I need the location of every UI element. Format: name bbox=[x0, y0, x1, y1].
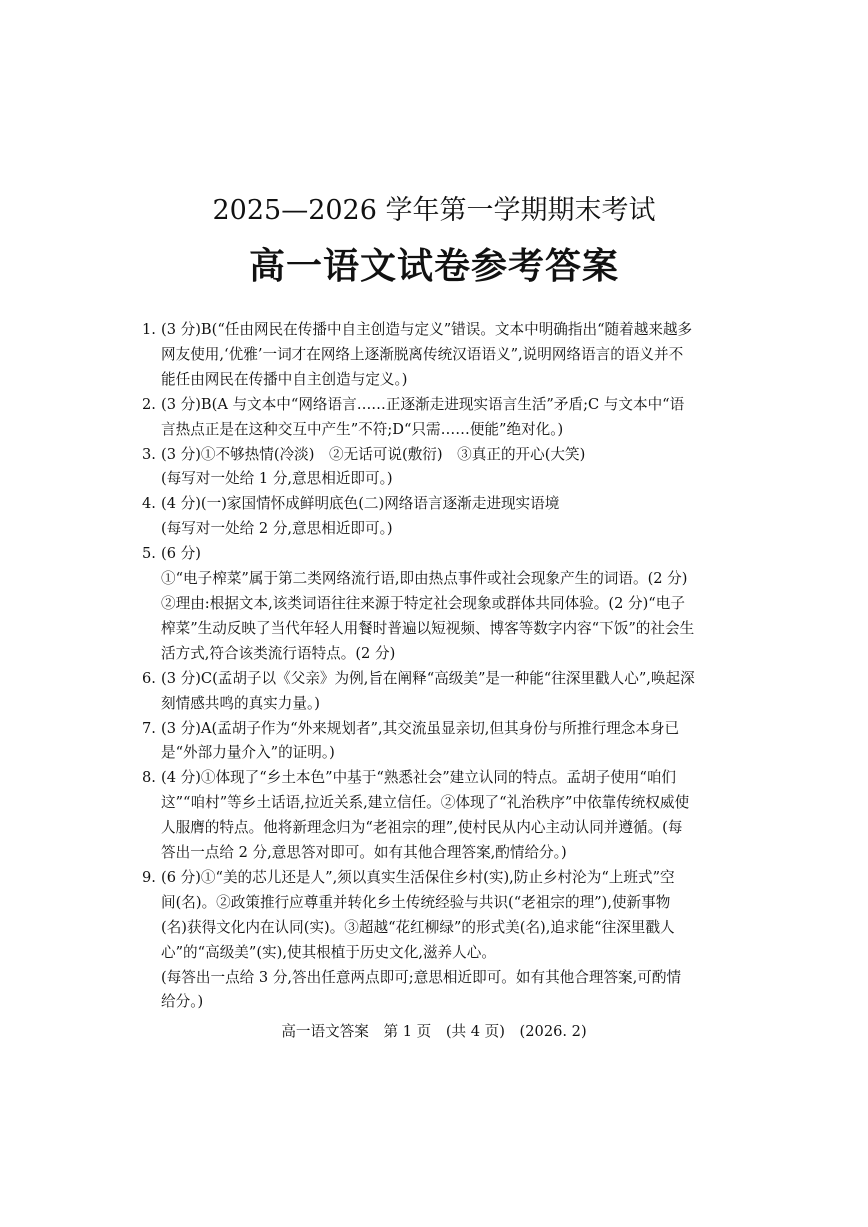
answer-number: 6. bbox=[142, 669, 156, 687]
answer-line: 言热点正是在这种交互中产生”不符;D“只需……便能”绝对化。) bbox=[161, 420, 564, 438]
answer-list bbox=[142, 318, 728, 1015]
answer-line: ②理由:根据文本,该类词语往往来源于特定社会现象或群体共同体验。(2 分)“电子 bbox=[161, 594, 685, 612]
answer-line: 刻情感共鸣的真实力量。) bbox=[161, 694, 320, 712]
answer-line: 人服膺的特点。他将新理念归为“老祖宗的理”,使村民从内心主动认同并遵循。(每 bbox=[161, 819, 683, 837]
answer-line: ①“电子榨菜”属于第二类网络流行语,即由热点事件或社会现象产生的词语。(2 分) bbox=[161, 570, 688, 588]
exam-title: 2025—2026 学年第一学期期末考试 bbox=[212, 195, 656, 226]
answer-line: (3 分)B(A 与文本中“网络语言……正逐渐走进现实语言生活”矛盾;C 与文本中“语 bbox=[161, 395, 685, 413]
answer-line: 心”的“高级美”(实),使其根植于历史文化,滋养人心。 bbox=[161, 943, 496, 961]
answer-item bbox=[142, 717, 728, 767]
answer-number: 2. bbox=[142, 395, 156, 413]
answer-item bbox=[142, 766, 728, 866]
answer-line: 答出一点给 2 分,意思答对即可。如有其他合理答案,酌情给分。) bbox=[161, 844, 567, 862]
answer-number: 3. bbox=[142, 445, 156, 463]
answer-line: (6 分)①“美的芯儿还是人”,须以真实生活保住乡村(实),防止乡村沦为“上班式”空 bbox=[161, 868, 675, 886]
answer-line: (3 分)C(孟胡子以《父亲》为例,旨在阐释“高级美”是一种能“往深里戳人心”,唤起深 bbox=[161, 669, 695, 687]
answer-line: (4 分)①体现了“乡土本色”中基于“熟悉社会”建立认同的特点。孟胡子使用“咱们 bbox=[161, 769, 677, 787]
answer-line: (6 分) bbox=[161, 545, 201, 563]
answer-line: 这”“咱村”等乡土话语,拉近关系,建立信任。②体现了“礼治秩序”中依靠传统权威使 bbox=[161, 794, 690, 812]
answer-line: (每写对一处给 2 分,意思相近即可。) bbox=[161, 520, 393, 538]
answer-item bbox=[142, 866, 728, 1015]
answer-line: (名)获得文化内在认同(实)。③超越“花红柳绿”的形式美(名),追求能“往深里戳人 bbox=[161, 918, 675, 936]
answer-line: (3 分)A(孟胡子作为“外来规划者”,其交流虽显亲切,但其身份与所推行理念本身已 bbox=[161, 719, 680, 737]
answer-number: 1. bbox=[142, 321, 156, 338]
answer-line: (3 分)①不够热情(冷淡) ②无话可说(敷衍) ③真正的开心(大笑) bbox=[161, 445, 586, 463]
answer-line: 能任由网民在传播中自主创造与定义。) bbox=[161, 370, 408, 388]
answer-number: 8. bbox=[142, 769, 156, 787]
answer-line: 网友使用,‘优雅’一词才在网络上逐渐脱离传统汉语语义”,说明网络语言的语义并不 bbox=[161, 345, 684, 363]
answer-line: 是“外部力量介入”的证明。) bbox=[161, 744, 335, 762]
answer-line: 给分。) bbox=[161, 993, 204, 1011]
answer-number: 7. bbox=[142, 719, 156, 737]
answer-item bbox=[142, 393, 728, 443]
answer-number: 4. bbox=[142, 495, 156, 513]
answer-item bbox=[142, 667, 728, 717]
document-title: 高一语文试卷参考答案 bbox=[248, 245, 619, 287]
answer-number: 5. bbox=[142, 545, 156, 563]
page-footer: 高一语文答案 第 1 页 (共 4 页) (2026. 2) bbox=[281, 1023, 587, 1040]
answer-number: 9. bbox=[142, 868, 156, 886]
answer-line: (每写对一处给 1 分,意思相近即可。) bbox=[161, 470, 393, 488]
answer-item bbox=[142, 318, 728, 393]
answer-line: (每答出一点给 3 分,答出任意两点即可;意思相近即可。如有其他合理答案,可酌情 bbox=[161, 968, 682, 986]
answer-line: 榨菜”生动反映了当代年轻人用餐时普遍以短视频、博客等数字内容“下饭”的社会生 bbox=[161, 619, 695, 637]
answer-item bbox=[142, 492, 728, 542]
answer-line: (3 分)B(“任由网民在传播中自主创造与定义”错误。文本中明确指出“随着越来越多 bbox=[161, 321, 693, 338]
answer-item bbox=[142, 542, 728, 667]
answer-item bbox=[142, 443, 728, 493]
answer-line: 活方式,符合该类流行语特点。(2 分) bbox=[161, 644, 396, 662]
answer-line: 间(名)。②政策推行应尊重并转化乡土传统经验与共识(“老祖宗的理”),使新事物 bbox=[161, 893, 671, 911]
answer-line: (4 分)(一)家国情怀成鲜明底色(二)网络语言逐渐走进现实语境 bbox=[161, 495, 560, 513]
